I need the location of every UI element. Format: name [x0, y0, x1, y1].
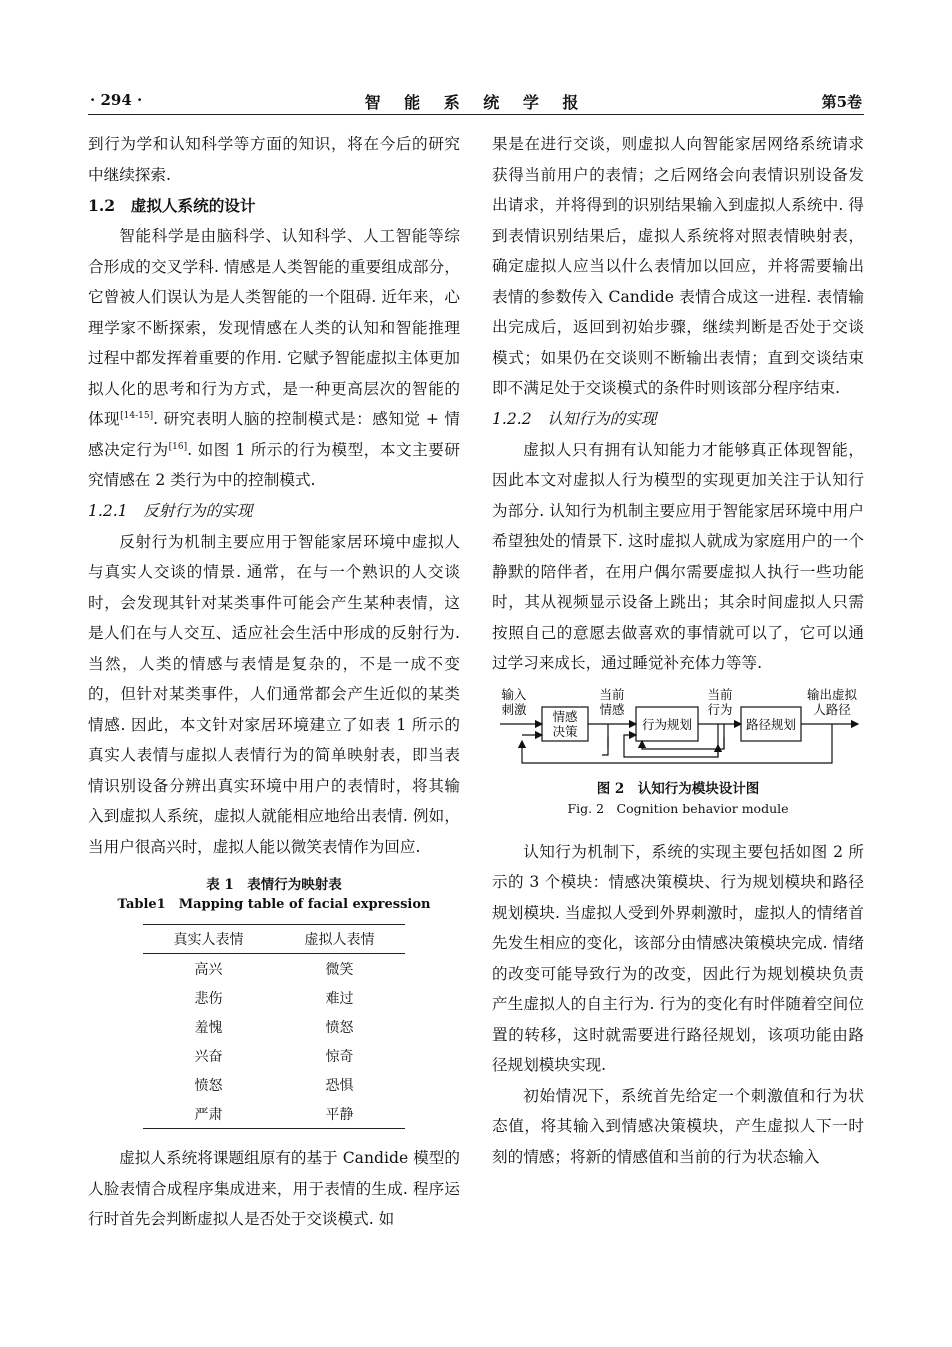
citation: [16]: [168, 441, 188, 452]
table-row: 愤怒 恐惧: [194, 1077, 354, 1094]
paragraph: 到行为学和认知科学等方面的知识，将在今后的研究中继续探索.: [88, 135, 460, 184]
table-header: 虚拟人表情: [274, 925, 405, 954]
left-column: [88, 129, 460, 1235]
volume-number: 第5卷: [821, 93, 862, 111]
paragraph: 反射行为机制主要应用于智能家居环境中虚拟人与真实人交谈的情景. 通常，在与一个熟识的人交谈时，会发现其针对某类事件可能会产生某种表情，这是人们在与人交互、适应社会生活中形成的反射行为. 当然，人类的情感与表情是复杂的，不是一成不变的，但针对某类事件，人们通常都会产生近似的某类情感. 因此，本文针对家居环境建立了如表 1 所示的真实人表情与虚拟人表情行为的简单映射表，即当表情识别设备分辨出真实环境中用户的表情时，将其输入到虚拟人系统，虚拟人就能相应地给出表情. 例如，当用户很高兴时，虚拟人能以微笑表情作为回应.: [88, 532, 460, 856]
svg-text:行为: 行为: [707, 701, 733, 717]
table-block: [88, 876, 460, 1129]
label-input: 输入: [501, 686, 527, 702]
section-heading: 1.2 虚拟人系统的设计: [88, 196, 256, 215]
subsection-heading: 1.2.2 认知行为的实现: [492, 409, 657, 428]
figure-caption: 图 2 认知行为模块设计图: [596, 780, 760, 797]
paragraph: 初始情况下，系统首先给定一个刺激值和行为状态值，将其输入到情感决策模块，产生虚拟人下一时刻的情感；将新的情感值和当前的行为状态输入: [492, 1086, 864, 1166]
box-label: 路径规划: [745, 716, 797, 732]
page-number: · 294 ·: [90, 91, 143, 109]
label-current-emotion: 当前: [599, 686, 625, 702]
paragraph: 虚拟人系统将课题组原有的基于 Candide 模型的人脸表情合成程序集成进来，用于表情的生成. 程序运行时首先会判断虚拟人是否处于交谈模式. 如: [88, 1149, 460, 1228]
table-row: 羞愧 愤怒: [194, 1019, 354, 1036]
svg-text:刺激: 刺激: [501, 701, 527, 717]
figure-caption-en: Fig. 2 Cognition behavior module: [567, 800, 789, 816]
table-caption-en: Table1 Mapping table of facial expression: [117, 897, 431, 912]
table-row: 严肃 平静: [143, 1099, 405, 1129]
page-header: [88, 88, 864, 115]
box-label: 情感: [552, 708, 578, 724]
right-column: [492, 129, 864, 1172]
svg-text:决策: 决策: [552, 723, 578, 739]
journal-title: 智 能 系 统 学 报: [364, 93, 588, 112]
expression-mapping-table: [143, 924, 405, 1129]
table-caption: 表 1 表情行为映射表: [206, 877, 342, 893]
paragraph: 智能科学是由脑科学、认知科学、人工智能等综合形成的交叉学科. 情感是人类智能的重要组成部分，它曾被人们误认为是人类智能的一个阻碍. 近年来，心理学家不断探索，发现情感在人类的认知和智能推理过程中都发挥着重要的作用. 它赋予智能虚拟主体更加拟人化的思考和行为方式，是一种更高层次的智能的体现[14-15]. 研究表明人脑的控制模式是：感知觉 + 情感决定行为[16]. 如图 1 所示的行为模型，本文主要研究情感在 2 类行为中的控制模式.: [88, 227, 460, 489]
diagram-svg: [492, 687, 864, 769]
table-row: 高兴 微笑: [194, 961, 354, 978]
paragraph: 认知行为机制下，系统的实现主要包括如图 2 所示的 3 个模块：情感决策模块、行为规划模块和路径规划模块. 当虚拟人受到外界刺激时，虚拟人的情绪首先发生相应的变化，该部分由情感决策模块完成. 情绪的改变可能导致行为的改变，因此行为规划模块负责产生虚拟人的自主行为. 行为的变化有时伴随着空间位置的转移，这时就需要进行路径规划，该项功能由路径规划模块实现.: [492, 842, 864, 1074]
box-label: 行为规划: [641, 716, 693, 732]
table-row: 悲伤 难过: [194, 990, 354, 1007]
label-output: 输出虚拟: [806, 686, 858, 702]
table-row: 兴奋 惊奇: [194, 1048, 354, 1065]
paragraph: 果是在进行交谈，则虚拟人向智能家居网络系统请求获得当前用户的表情；之后网络会向表情识别设备发出请求，并将得到的识别结果输入到虚拟人系统中. 得到表情识别结果后，虚拟人系统将对照表情映射表，确定虚拟人应当以什么表情加以回应，并将需要输出表情的参数传入 Candide 表情合成这一进程. 表情输出完成后，返回到初始步骤，继续判断是否处于交谈模式；如果仍在交谈则不断输出表情；直到交谈结束即不满足处于交谈模式的条件时则该部分程序结束.: [492, 135, 864, 397]
svg-text:人路径: 人路径: [813, 701, 851, 717]
paragraph: 虚拟人只有拥有认知能力才能够真正体现智能，因此本文对虚拟人行为模型的实现更加关注于认知行为部分. 认知行为机制主要应用于智能家居环境中用户希望独处的情景下. 这时虚拟人就成为家庭用户的一个静默的陪伴者，在用户偶尔需要虚拟人执行一些功能时，其从视频显示设备上跳出；其余时间虚拟人只需按照自己的意愿去做喜欢的事情就可以了，它可以通过学习来成长，通过睡觉补充体力等等.: [492, 440, 864, 672]
subsection-heading: 1.2.1 反射行为的实现: [88, 501, 253, 520]
citation: [14-15]: [120, 410, 154, 421]
svg-text:情感: 情感: [599, 701, 625, 717]
table-header: 真实人表情: [143, 925, 274, 954]
cognition-behavior-diagram: [492, 687, 864, 769]
label-current-behavior: 当前: [707, 686, 733, 702]
